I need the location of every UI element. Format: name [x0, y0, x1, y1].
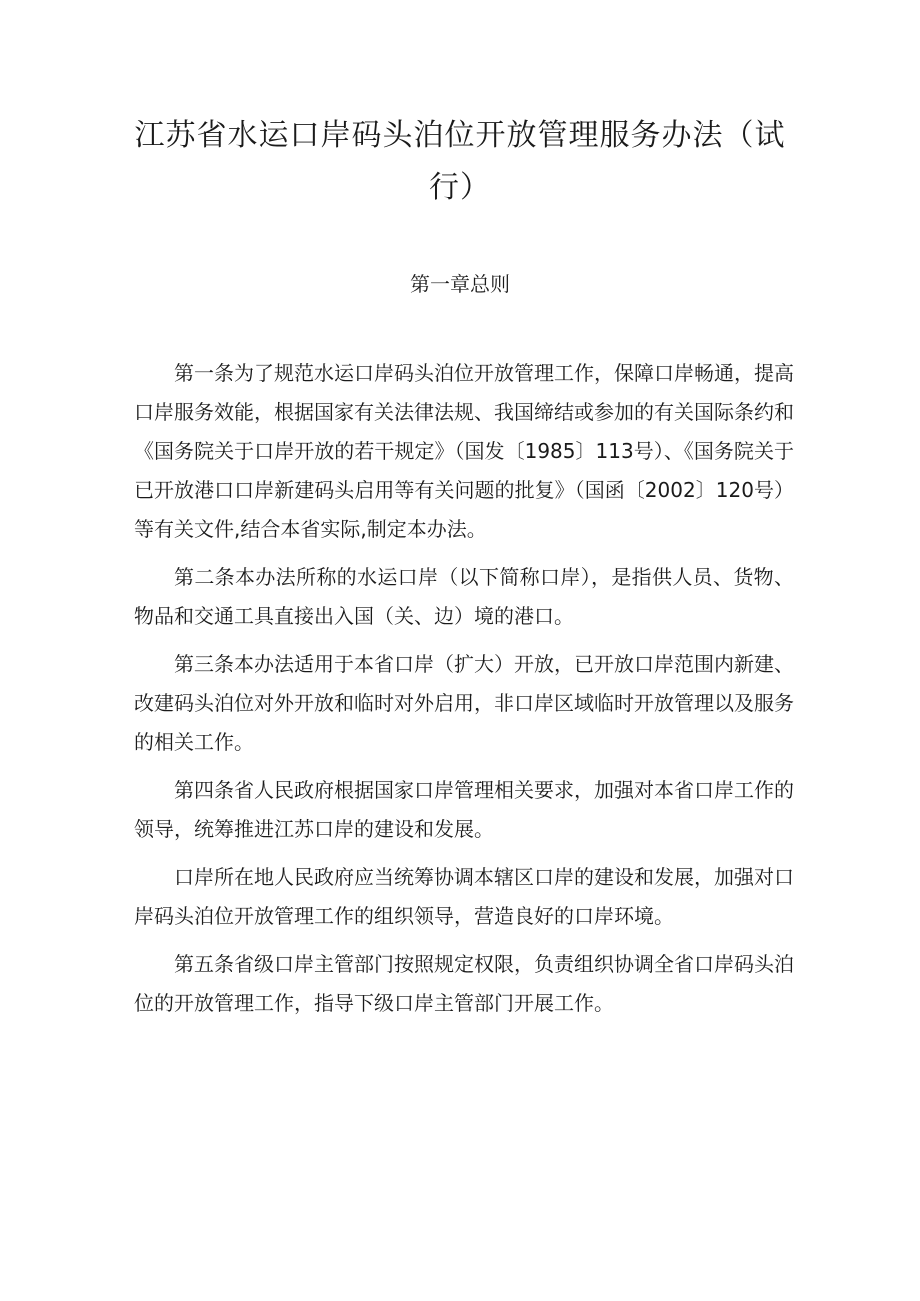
paragraph-article-3: 第三条本办法适用于本省口岸（扩大）开放，已开放口岸范围内新建、改建码头泊位对外开放和临时对外启用，非口岸区域临时开放管理以及服务的相关工作。 [134, 652, 794, 754]
paragraph-article-4: 第四条省人民政府根据国家口岸管理相关要求，加强对本省口岸工作的领导，统筹推进江苏口岸的建设和发展。 [134, 778, 794, 841]
paragraph-article-2: 第二条本办法所称的水运口岸（以下简称口岸），是指供人员、货物、物品和交通工具直接出入国（关、边）境的港口。 [134, 565, 794, 628]
document-title: 江苏省水运口岸码头泊位开放管理服务办法（试行） [134, 118, 786, 205]
paragraph-article-1: 第一条为了规范水运口岸码头泊位开放管理工作，保障口岸畅通，提高口岸服务效能，根据国家有关法律法规、我国缔结或参加的有关国际条约和《国务院关于口岸开放的若干规定》（国发〔1985〕113号）、《国务院关于已开放港口口岸新建码头启用等有关问题的批复》（国函〔2002〕120号）等有关文件,结合本省实际,制定本办法。 [134, 361, 794, 541]
paragraph-article-5: 第五条省级口岸主管部门按照规定权限，负责组织协调全省口岸码头泊位的开放管理工作，指导下级口岸主管部门开展工作。 [134, 952, 794, 1015]
document-body [134, 354, 794, 1032]
paragraph-article-4-local-gov: 口岸所在地人民政府应当统筹协调本辖区口岸的建设和发展，加强对口岸码头泊位开放管理工作的组织领导，营造良好的口岸环境。 [134, 865, 794, 928]
chapter-heading: 第一章总则 [410, 272, 510, 296]
